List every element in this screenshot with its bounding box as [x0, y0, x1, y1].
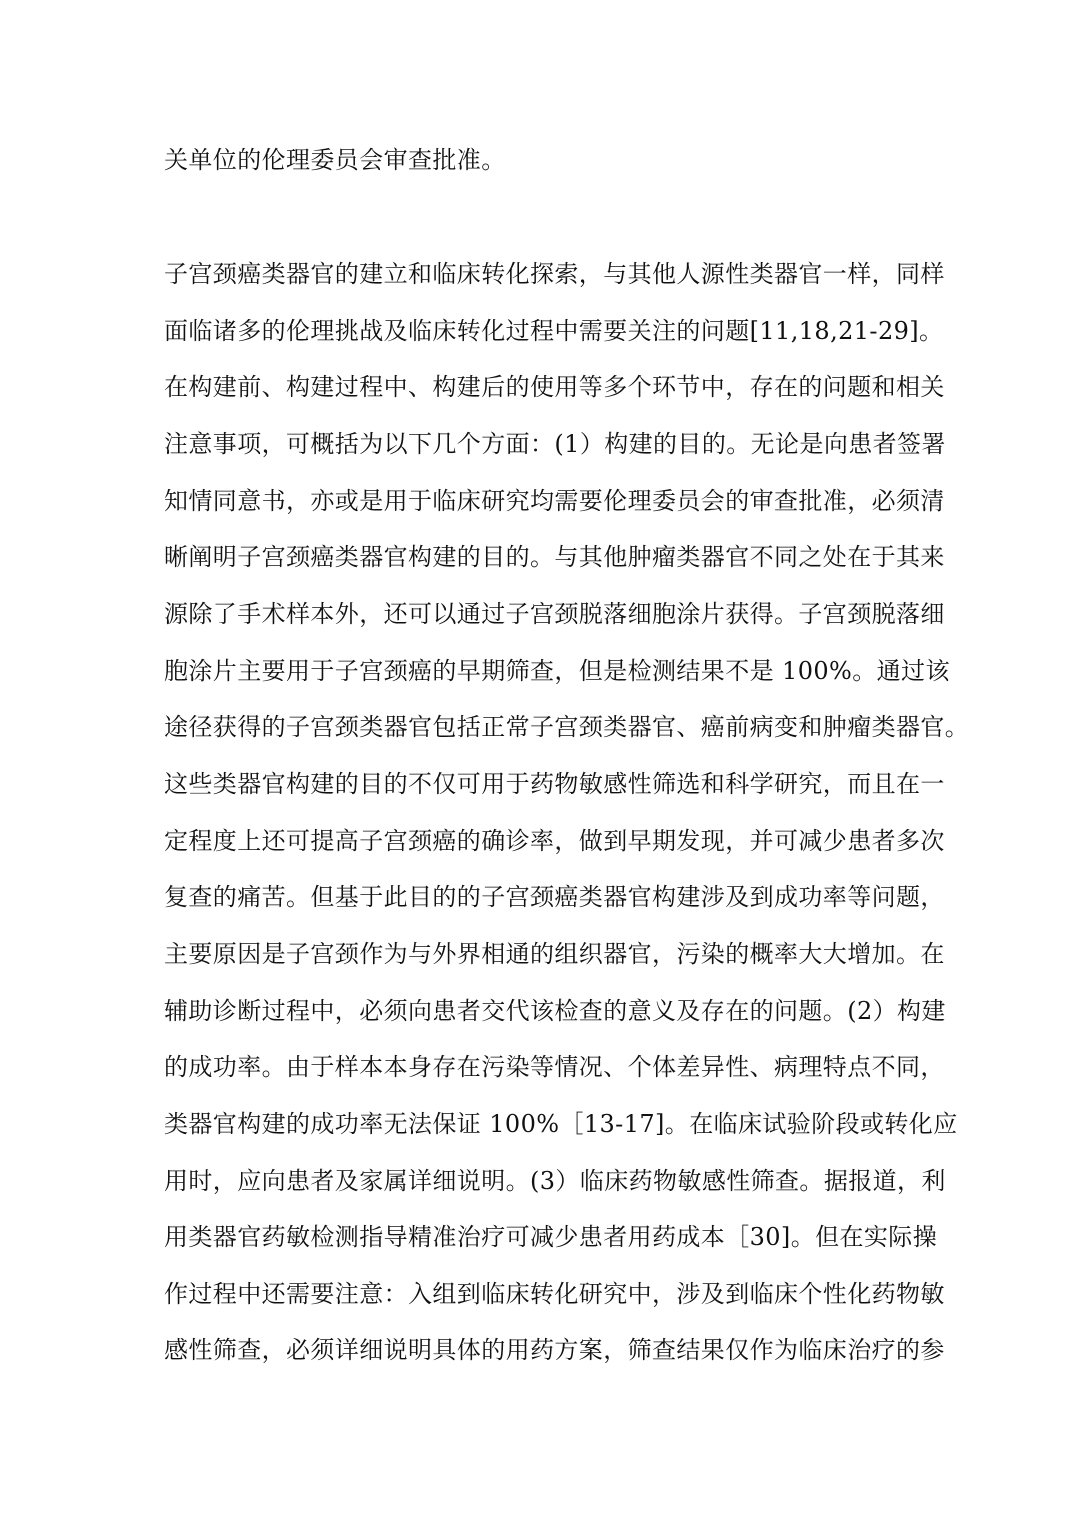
- text-line: 知情同意书，亦或是用于临床研究均需要伦理委员会的审查批准，必须清: [164, 486, 945, 515]
- text-line: 复查的痛苦。但基于此目的的子宫颈癌类器官构建涉及到成功率等问题，: [164, 883, 945, 912]
- text-line: 类器官构建的成功率无法保证 100%［13-17]。在临床试验阶段或转化应: [164, 1109, 958, 1138]
- text-line: 感性筛查，必须详细说明具体的用药方案，筛查结果仅作为临床治疗的参: [164, 1336, 945, 1365]
- text-line: 面临诸多的伦理挑战及临床转化过程中需要关注的问题[11,18,21-29]。: [164, 316, 944, 345]
- text-line: 定程度上还可提高子宫颈癌的确诊率，做到早期发现，并可减少患者多次: [164, 826, 945, 855]
- text-line: 源除了手术样本外，还可以通过子宫颈脱落细胞涂片获得。子宫颈脱落细: [164, 599, 945, 628]
- paragraph-continuation: [164, 138, 924, 195]
- text-line: 胞涂片主要用于子宫颈癌的早期筛查，但是检测结果不是 100%。通过该: [164, 656, 950, 685]
- text-line: 晰阐明子宫颈癌类器官构建的目的。与其他肿瘤类器官不同之处在于其来: [164, 543, 945, 572]
- text-line: 注意事项，可概括为以下几个方面：(1）构建的目的。无论是向患者签署: [164, 429, 946, 458]
- text-line: 辅助诊断过程中，必须向患者交代该检查的意义及存在的问题。(2）构建: [164, 996, 946, 1025]
- text-line: 主要原因是子宫颈作为与外界相通的组织器官，污染的概率大大增加。在: [164, 939, 945, 968]
- text-line: 关单位的伦理委员会审查批准。: [164, 146, 506, 174]
- text-line: 子宫颈癌类器官的建立和临床转化探索，与其他人源性类器官一样，同样: [164, 260, 945, 288]
- text-line: 作过程中还需要注意：入组到临床转化研究中，涉及到临床个性化药物敏: [164, 1279, 945, 1308]
- paragraph-ethics: [164, 252, 970, 1385]
- text-line: 途径获得的子宫颈类器官包括正常子宫颈类器官、癌前病变和肿瘤类器官。: [164, 713, 970, 742]
- text-line: 在构建前、构建过程中、构建后的使用等多个环节中，存在的问题和相关: [164, 373, 945, 402]
- text-line: 这些类器官构建的目的不仅可用于药物敏感性筛选和科学研究，而且在一: [164, 769, 945, 798]
- text-line: 用类器官药敏检测指导精准治疗可减少患者用药成本［30]。但在实际操: [164, 1223, 938, 1252]
- text-line: 用时，应向患者及家属详细说明。(3）临床药物敏感性筛查。据报道，利: [164, 1166, 946, 1195]
- text-line: 的成功率。由于样本本身存在污染等情况、个体差异性、病理特点不同，: [164, 1053, 945, 1082]
